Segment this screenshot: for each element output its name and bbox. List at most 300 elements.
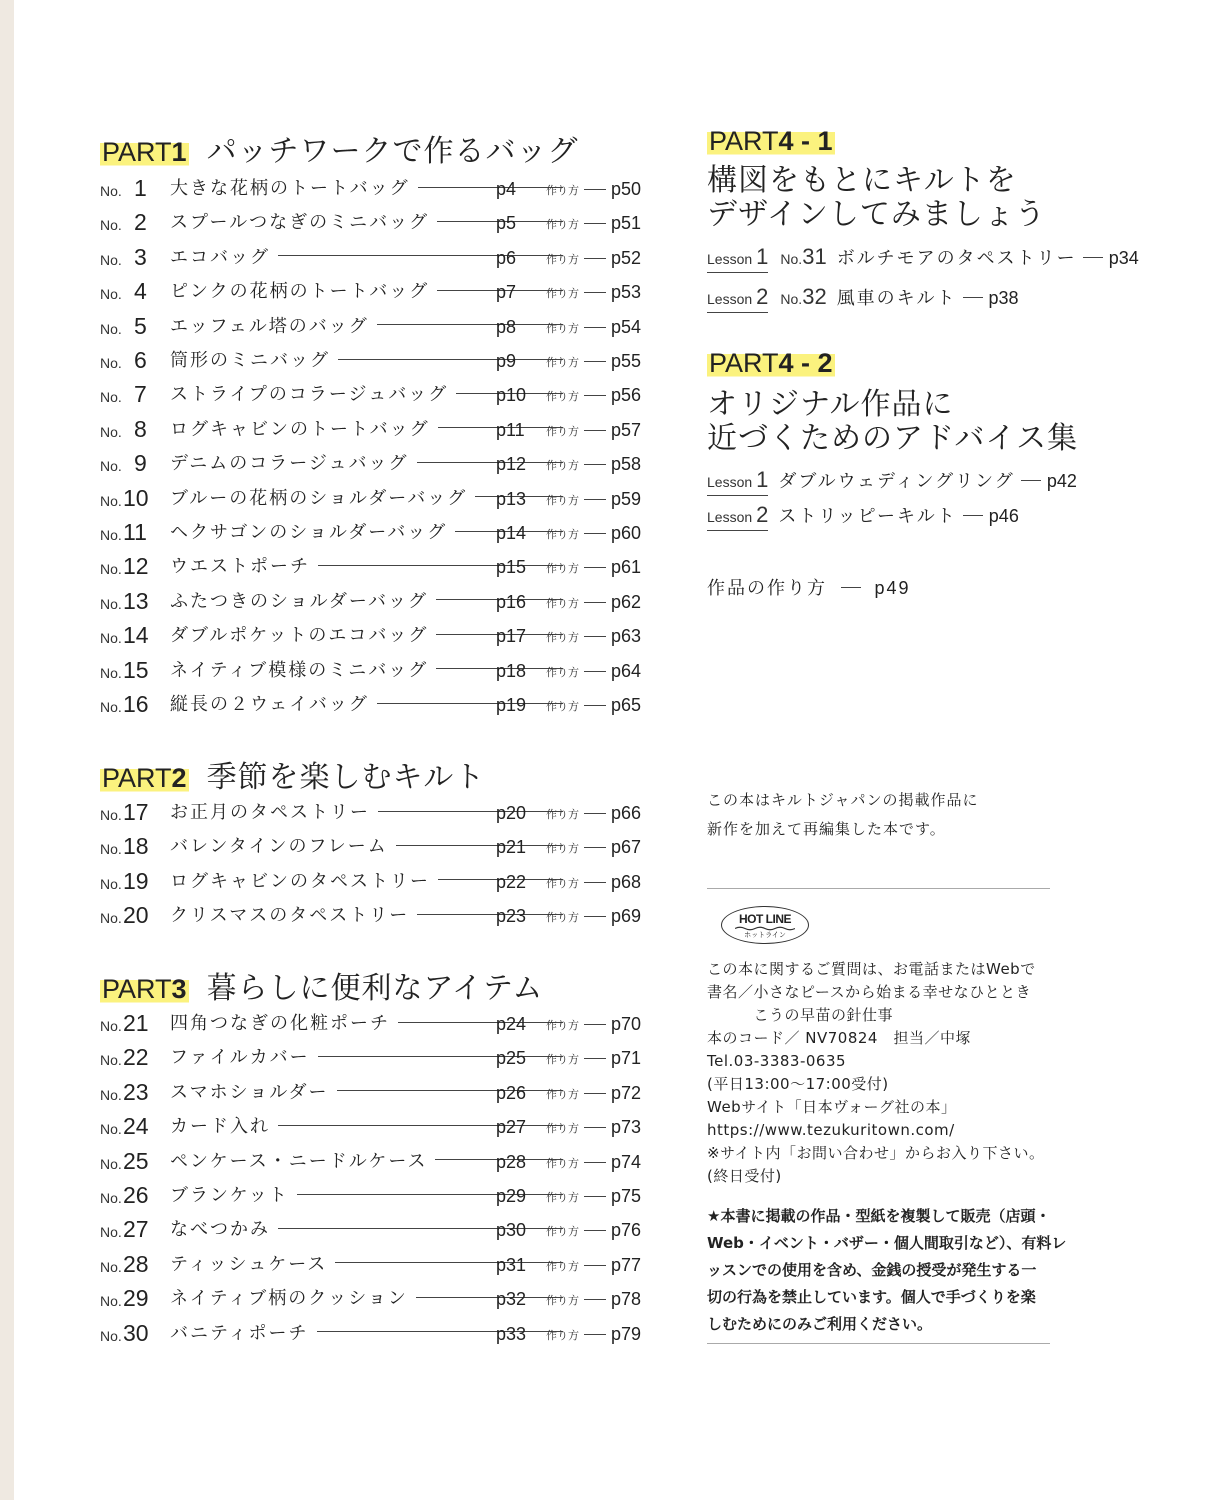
warning-line: しむためにのみご利用ください。 bbox=[707, 1315, 933, 1333]
item-page: p9 bbox=[496, 351, 517, 371]
item-page: p21 bbox=[496, 837, 527, 858]
item-number: 11 bbox=[123, 519, 147, 545]
number-prefix: No. bbox=[100, 1258, 122, 1275]
howto-page: p73 bbox=[611, 1117, 642, 1138]
toc-row[interactable] bbox=[100, 446, 660, 480]
item-page: p14 bbox=[496, 523, 527, 543]
item-number: 2 bbox=[134, 209, 147, 236]
item-number: 28 bbox=[123, 1250, 149, 1277]
leader-line bbox=[584, 1196, 606, 1197]
howto-label: 作り方 bbox=[546, 390, 579, 404]
howto-label: 作り方 bbox=[546, 700, 579, 713]
contact-line: 書名／小さなピースから始まる幸せなひととき bbox=[707, 983, 1032, 1001]
item-page: p12 bbox=[496, 454, 527, 475]
howto-label: 作り方 bbox=[546, 911, 579, 925]
toc-row[interactable] bbox=[100, 377, 660, 411]
divider bbox=[707, 888, 1050, 889]
item-title: カード入れ bbox=[170, 1116, 270, 1138]
toc-row[interactable] bbox=[100, 1006, 660, 1040]
number-prefix: No. bbox=[100, 595, 122, 612]
howto-page: p64 bbox=[611, 660, 642, 681]
howto-page: p78 bbox=[611, 1289, 642, 1310]
item-page: p7 bbox=[496, 282, 517, 303]
number-prefix: No. bbox=[100, 183, 122, 199]
toc-row[interactable] bbox=[100, 1247, 660, 1281]
number-prefix: No. bbox=[100, 875, 122, 892]
howto-label: 作り方 bbox=[546, 528, 579, 541]
number-prefix: No. bbox=[100, 527, 122, 543]
item-title: 縦長の２ウェイバッグ bbox=[170, 694, 369, 715]
contact-line: Tel.03-3383-0635 bbox=[707, 1052, 847, 1070]
leader-line bbox=[398, 1022, 563, 1023]
toc-row[interactable] bbox=[100, 1281, 660, 1315]
howto-all-entry[interactable] bbox=[707, 574, 911, 600]
howto-page: p70 bbox=[611, 1014, 642, 1034]
contact-line: こうの早苗の針仕事 bbox=[707, 1006, 894, 1024]
toc-row[interactable] bbox=[100, 481, 660, 515]
howto-page: p53 bbox=[611, 282, 642, 303]
howto-label: 作り方 bbox=[546, 1122, 579, 1136]
item-title: ネイティブ模様のミニバッグ bbox=[170, 659, 429, 681]
item-number: 25 bbox=[123, 1147, 149, 1174]
howto-label: 作り方 bbox=[546, 1156, 579, 1170]
lesson-title: ダブルウェディングリング bbox=[778, 471, 1015, 492]
toc-row[interactable] bbox=[100, 549, 660, 583]
item-title: ウエストポーチ bbox=[170, 556, 310, 578]
item-page: p22 bbox=[496, 871, 527, 892]
item-page: p5 bbox=[496, 213, 517, 234]
howto-page: p76 bbox=[611, 1220, 642, 1241]
item-page: p26 bbox=[496, 1082, 527, 1103]
item-page: p10 bbox=[496, 385, 527, 406]
item-page: p29 bbox=[496, 1186, 527, 1206]
number-prefix: No. bbox=[100, 1086, 122, 1103]
item-number: 23 bbox=[123, 1078, 149, 1105]
contact-line: (平日13:00～17:00受付) bbox=[707, 1075, 889, 1093]
item-number: 29 bbox=[123, 1285, 149, 1312]
item-number: 30 bbox=[123, 1319, 149, 1346]
contact-line: Webサイト「日本ヴォーグ社の本」 bbox=[707, 1098, 957, 1116]
item-page: p19 bbox=[496, 695, 527, 715]
howto-label: 作り方 bbox=[546, 1019, 579, 1032]
lesson-page: p38 bbox=[988, 288, 1019, 308]
item-number: 4 bbox=[134, 278, 147, 305]
item-number: 24 bbox=[123, 1113, 149, 1140]
item-number: 17 bbox=[123, 799, 149, 825]
howto-page: p58 bbox=[611, 454, 642, 475]
toc-row[interactable] bbox=[100, 687, 660, 721]
item-title: 大きな花柄のトートバッグ bbox=[170, 178, 410, 199]
howto-page: p50 bbox=[611, 179, 642, 199]
item-title: お正月のタペストリー bbox=[170, 802, 370, 823]
howto-label: 作り方 bbox=[546, 1294, 579, 1308]
contact-line: この本に関するご質問は、お電話またはWebで bbox=[707, 960, 1036, 978]
leader-line bbox=[584, 1162, 606, 1163]
howto-page: p63 bbox=[611, 626, 642, 647]
toc-row[interactable] bbox=[100, 171, 660, 205]
howto-page: p54 bbox=[611, 316, 642, 337]
item-number: 14 bbox=[123, 622, 149, 649]
lesson-tag: Lesson 1 bbox=[707, 244, 768, 273]
item-title: スプールつなぎのミニバッグ bbox=[170, 212, 430, 234]
item-title: エコバッグ bbox=[170, 246, 270, 268]
toc-row[interactable] bbox=[100, 205, 660, 239]
number-prefix: No. bbox=[100, 423, 122, 440]
number-prefix: No. bbox=[100, 355, 122, 371]
number-prefix: No. bbox=[100, 1018, 122, 1034]
leader-line bbox=[337, 1090, 563, 1091]
item-page: p6 bbox=[496, 247, 517, 268]
leader-line bbox=[584, 602, 606, 603]
item-number: 10 bbox=[123, 484, 149, 511]
lesson-tag: Lesson 2 bbox=[707, 502, 768, 531]
toc-row[interactable] bbox=[100, 584, 660, 618]
leader-line bbox=[417, 462, 563, 463]
leader-line bbox=[584, 499, 606, 500]
leader-line bbox=[584, 533, 606, 534]
number-prefix: No. bbox=[100, 910, 122, 927]
warning-line: ッスンでの使用を含め、金銭の授受が発生する一 bbox=[707, 1261, 1037, 1279]
leader-line bbox=[584, 882, 606, 883]
howto-label: 作り方 bbox=[546, 596, 579, 610]
part2-heading bbox=[100, 752, 485, 796]
leader-line bbox=[584, 223, 606, 224]
number-prefix: No. bbox=[100, 630, 122, 647]
number-prefix: No. bbox=[100, 389, 122, 406]
item-title: バニティポーチ bbox=[170, 1322, 309, 1344]
item-number: 21 bbox=[123, 1010, 149, 1036]
leader-line bbox=[417, 914, 563, 915]
number-prefix: No. bbox=[100, 664, 122, 681]
item-title: ログキャビンのタペストリー bbox=[170, 870, 430, 892]
howto-label: 作り方 bbox=[546, 287, 579, 301]
number-prefix: No. bbox=[100, 286, 122, 303]
howto-page: p71 bbox=[611, 1048, 642, 1069]
howto-page: p79 bbox=[611, 1323, 642, 1344]
howto-page: p51 bbox=[611, 213, 642, 234]
item-page: p8 bbox=[496, 316, 517, 337]
contact-url[interactable]: https://www.tezukuritown.com/ bbox=[707, 1121, 955, 1139]
leader-line bbox=[377, 703, 563, 704]
item-page: p17 bbox=[496, 626, 527, 647]
item-page: p20 bbox=[496, 803, 527, 823]
contact-line: 本のコード／ NV70824 担当／中塚 bbox=[707, 1029, 971, 1047]
edition-note bbox=[707, 786, 979, 844]
part4-2-tag: PART4 - 2 bbox=[709, 348, 833, 378]
part4-2-title-line-1: オリジナル作品に bbox=[707, 387, 954, 422]
lesson-entry[interactable] bbox=[707, 467, 1077, 496]
page-edge bbox=[0, 0, 14, 1500]
item-number: 3 bbox=[134, 243, 147, 270]
howto-page: p60 bbox=[611, 523, 642, 543]
item-page: p4 bbox=[496, 179, 517, 199]
leader-line bbox=[584, 361, 606, 362]
leader-line bbox=[584, 1058, 606, 1059]
leader-line bbox=[377, 324, 563, 325]
howto-page: p65 bbox=[611, 695, 642, 715]
lesson-tag: Lesson 2 bbox=[707, 284, 768, 313]
item-page: p11 bbox=[496, 419, 525, 440]
copyright-warning bbox=[707, 1203, 1067, 1338]
item-page: p23 bbox=[496, 906, 527, 927]
toc-row[interactable] bbox=[100, 1178, 660, 1212]
item-number: 8 bbox=[134, 415, 147, 442]
howto-label: 作り方 bbox=[546, 1087, 579, 1101]
item-title: ストライプのコラージュバッグ bbox=[170, 384, 449, 406]
number-prefix: No. bbox=[100, 217, 122, 234]
item-page: p30 bbox=[496, 1220, 527, 1241]
leader-line bbox=[584, 1334, 606, 1335]
lesson-title: ボルチモアのタペストリー bbox=[836, 248, 1077, 269]
howto-label: 作り方 bbox=[546, 631, 579, 645]
item-title: バレンタインのフレーム bbox=[170, 836, 388, 858]
number-prefix: No. bbox=[100, 807, 122, 823]
leader-line bbox=[335, 1262, 563, 1263]
note-line: 新作を加えて再編集した本です。 bbox=[707, 820, 946, 838]
contact-line: (終日受付) bbox=[707, 1167, 782, 1185]
item-page: p28 bbox=[496, 1151, 527, 1172]
hotline-logo-subtext: ホットライン bbox=[744, 931, 786, 939]
number-prefix: No. bbox=[100, 1155, 122, 1172]
warning-line: 切の行為を禁止しています。個人で手づくりを楽 bbox=[707, 1288, 1036, 1306]
leader-line bbox=[584, 1093, 606, 1094]
lesson-entry[interactable] bbox=[707, 284, 1019, 313]
howto-label: 作り方 bbox=[546, 1191, 579, 1204]
item-title: ペンケース・ニードルケース bbox=[170, 1150, 428, 1172]
warning-line: Web・イベント・バザー・個人間取引など）、有料レ bbox=[707, 1234, 1067, 1252]
howto-label: 作り方 bbox=[546, 493, 579, 507]
toc-row[interactable] bbox=[100, 240, 660, 274]
part1-title: パッチワークで作るバッグ bbox=[206, 134, 579, 169]
part3-tag: PART3 bbox=[102, 974, 187, 1004]
leader-line bbox=[584, 292, 606, 293]
lesson-tag: Lesson 1 bbox=[707, 467, 768, 496]
number-prefix: No. bbox=[100, 1327, 122, 1344]
item-number: 16 bbox=[123, 691, 149, 717]
item-number: 19 bbox=[123, 867, 149, 894]
howto-page: p66 bbox=[611, 803, 642, 823]
item-title: ふたつきのショルダーバッグ bbox=[170, 590, 429, 612]
item-number: 27 bbox=[123, 1216, 149, 1243]
item-title: スマホショルダー bbox=[170, 1081, 329, 1103]
howto-all-label: 作品の作り方 bbox=[707, 578, 827, 599]
leader-line bbox=[584, 847, 606, 848]
part3-title: 暮らしに便利なアイテム bbox=[206, 971, 544, 1006]
howto-page: p69 bbox=[611, 906, 642, 927]
part3-heading bbox=[100, 963, 543, 1007]
part1-tag: PART1 bbox=[102, 137, 187, 167]
leader-line bbox=[584, 464, 606, 465]
number-prefix: No. bbox=[100, 458, 122, 475]
howto-label: 作り方 bbox=[546, 459, 579, 473]
howto-label: 作り方 bbox=[546, 184, 579, 197]
toc-row[interactable] bbox=[100, 274, 660, 308]
item-title: なべつかみ bbox=[170, 1219, 270, 1241]
item-title: ダブルポケットのエコバッグ bbox=[170, 625, 429, 647]
lesson-entry[interactable] bbox=[707, 244, 1139, 273]
item-title: エッフェル塔のバッグ bbox=[170, 315, 369, 337]
toc-row[interactable] bbox=[100, 898, 660, 932]
toc-row[interactable] bbox=[100, 343, 660, 377]
part2-tag: PART2 bbox=[102, 763, 187, 793]
item-number: 6 bbox=[134, 347, 147, 373]
item-title: 四角つなぎの化粧ポーチ bbox=[170, 1013, 390, 1034]
item-title: ブルーの花柄のショルダーバッグ bbox=[170, 487, 468, 509]
item-number: 15 bbox=[123, 656, 149, 683]
leader-line bbox=[378, 811, 563, 812]
item-title: クリスマスのタペストリー bbox=[170, 905, 410, 927]
toc-row[interactable] bbox=[100, 795, 660, 829]
lesson-entry[interactable] bbox=[707, 502, 1019, 531]
item-page: p25 bbox=[496, 1048, 527, 1069]
leader-line bbox=[584, 1230, 606, 1231]
warning-line: ★本書に掲載の作品・型紙を複製して販売（店頭・ bbox=[707, 1207, 1051, 1225]
hotline-logo bbox=[721, 906, 809, 944]
howto-label: 作り方 bbox=[546, 252, 579, 266]
leader-line bbox=[1021, 480, 1041, 481]
item-title: 筒形のミニバッグ bbox=[170, 350, 330, 371]
item-number: 26 bbox=[123, 1182, 149, 1208]
leader-line bbox=[584, 671, 606, 672]
number-prefix: No. bbox=[100, 251, 122, 268]
toc-row[interactable] bbox=[100, 1075, 660, 1109]
divider bbox=[707, 1343, 1050, 1344]
toc-row[interactable] bbox=[100, 412, 660, 446]
item-title: ティッシュケース bbox=[170, 1253, 328, 1275]
lesson-page: p42 bbox=[1046, 471, 1077, 491]
item-number: 12 bbox=[123, 553, 149, 580]
part4-2-title-line-2: 近づくためのアドバイス集 bbox=[707, 421, 1079, 456]
leader-line bbox=[584, 1265, 606, 1266]
howto-page: p59 bbox=[611, 488, 642, 509]
howto-label: 作り方 bbox=[546, 876, 579, 890]
item-number: 18 bbox=[123, 833, 149, 860]
toc-row[interactable] bbox=[100, 1040, 660, 1074]
toc-row[interactable] bbox=[100, 618, 660, 652]
leader-line bbox=[584, 1299, 606, 1300]
item-title: ログキャビンのトートバッグ bbox=[170, 418, 430, 440]
leader-line bbox=[963, 297, 983, 298]
leader-line bbox=[584, 430, 606, 431]
howto-page: p56 bbox=[611, 385, 642, 406]
item-page: p31 bbox=[496, 1254, 527, 1275]
item-page: p18 bbox=[496, 660, 527, 681]
leader-line bbox=[841, 587, 861, 588]
howto-label: 作り方 bbox=[546, 842, 579, 856]
toc-row[interactable] bbox=[100, 1316, 660, 1350]
lesson-title: ストリッピーキルト bbox=[778, 506, 957, 527]
item-number: 20 bbox=[123, 902, 149, 929]
howto-label: 作り方 bbox=[546, 321, 579, 335]
leader-line bbox=[418, 187, 563, 188]
howto-page: p68 bbox=[611, 871, 642, 892]
item-page: p13 bbox=[496, 488, 527, 509]
number-prefix: No. bbox=[100, 561, 122, 578]
howto-label: 作り方 bbox=[546, 1225, 579, 1239]
part4-1-title-line-1: 構図をもとにキルトを bbox=[707, 163, 1017, 198]
number-prefix: No. bbox=[100, 1293, 122, 1310]
item-title: ブランケット bbox=[170, 1185, 289, 1206]
howto-label: 作り方 bbox=[546, 1259, 579, 1273]
leader-line bbox=[963, 515, 983, 516]
lesson-page: p34 bbox=[1108, 248, 1139, 268]
howto-page: p74 bbox=[611, 1151, 642, 1172]
howto-label: 作り方 bbox=[546, 1328, 579, 1342]
leader-line bbox=[584, 567, 606, 568]
toc-row[interactable] bbox=[100, 1212, 660, 1246]
item-title: ピンクの花柄のトートバッグ bbox=[170, 281, 430, 303]
lesson-page: p46 bbox=[988, 506, 1019, 526]
number-prefix: No. bbox=[100, 699, 122, 715]
toc-row[interactable] bbox=[100, 1144, 660, 1178]
contact-info bbox=[707, 958, 1087, 1188]
howto-page: p57 bbox=[611, 419, 642, 440]
number-prefix: No. bbox=[100, 841, 122, 858]
item-page: p16 bbox=[496, 591, 527, 612]
toc-row[interactable] bbox=[100, 829, 660, 863]
howto-label: 作り方 bbox=[546, 808, 579, 821]
lesson-number: No.32 bbox=[780, 284, 827, 309]
leader-line bbox=[584, 1127, 606, 1128]
toc-row[interactable] bbox=[100, 515, 660, 549]
part2-title: 季節を楽しむキルト bbox=[206, 760, 486, 795]
leader-line bbox=[416, 1297, 563, 1298]
howto-label: 作り方 bbox=[546, 356, 579, 369]
leader-line bbox=[584, 813, 606, 814]
howto-label: 作り方 bbox=[546, 562, 579, 576]
item-number: 9 bbox=[134, 450, 147, 477]
leader-line bbox=[396, 845, 563, 846]
item-page: p24 bbox=[496, 1014, 527, 1034]
item-number: 5 bbox=[134, 312, 147, 339]
leader-line bbox=[584, 705, 606, 706]
leader-line bbox=[584, 916, 606, 917]
part1-heading bbox=[100, 126, 579, 170]
howto-page: p72 bbox=[611, 1082, 642, 1103]
number-prefix: No. bbox=[100, 1224, 122, 1241]
note-line: この本はキルトジャパンの掲載作品に bbox=[707, 791, 979, 809]
number-prefix: No. bbox=[100, 320, 122, 337]
howto-page: p67 bbox=[611, 837, 642, 858]
toc-row[interactable] bbox=[100, 309, 660, 343]
toc-row[interactable] bbox=[100, 653, 660, 687]
number-prefix: No. bbox=[100, 1190, 122, 1206]
leader-line bbox=[1083, 257, 1103, 258]
howto-page: p55 bbox=[611, 351, 642, 371]
howto-page: p75 bbox=[611, 1186, 642, 1206]
toc-row[interactable] bbox=[100, 864, 660, 898]
item-title: デニムのコラージュバッグ bbox=[170, 453, 409, 475]
item-number: 7 bbox=[134, 381, 147, 408]
howto-label: 作り方 bbox=[546, 218, 579, 232]
howto-label: 作り方 bbox=[546, 665, 579, 679]
leader-line bbox=[584, 395, 606, 396]
part4-1-title-line-2: デザインしてみましょう bbox=[707, 197, 1046, 232]
howto-label: 作り方 bbox=[546, 1053, 579, 1067]
leader-line bbox=[338, 359, 563, 360]
item-page: p15 bbox=[496, 557, 527, 578]
item-number: 22 bbox=[123, 1044, 149, 1071]
howto-page: p61 bbox=[611, 557, 642, 578]
toc-row[interactable] bbox=[100, 1109, 660, 1143]
leader-line bbox=[318, 1056, 563, 1057]
item-page: p33 bbox=[496, 1323, 527, 1344]
leader-line bbox=[318, 565, 563, 566]
howto-all-page: p49 bbox=[874, 578, 911, 598]
leader-line bbox=[278, 255, 563, 256]
lesson-title: 風車のキルト bbox=[836, 288, 957, 309]
howto-page: p52 bbox=[611, 247, 642, 268]
